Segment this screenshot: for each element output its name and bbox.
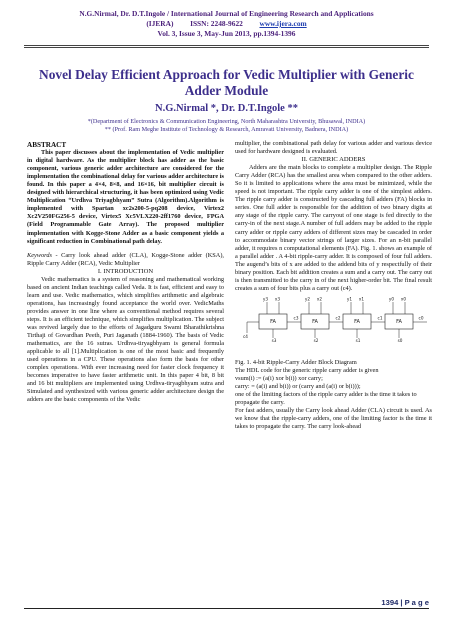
affiliation-1: *(Department of Electronics & Communication Engineering, North Maharashtra University, Bhusawal, INDIA): [87, 118, 366, 125]
issn: ISSN: 2248-9622: [190, 19, 243, 28]
running-header: [10, 9, 443, 39]
sum-label-s3: s3: [271, 337, 277, 343]
carry-label-c3: c3: [293, 315, 299, 321]
keywords-text: - Carry look ahead adder (CLA), Kogge-Stone adder (KSA), Ripple Carry Adder (RCA), Vedic Multiplier: [27, 251, 224, 267]
carry-label-c2: c2: [335, 315, 341, 321]
input-label-x1: x1: [358, 296, 365, 302]
journal-link[interactable]: www.ijera.com: [259, 19, 307, 28]
input-label-x0: x0: [400, 296, 407, 302]
input-label-y3: y3: [262, 296, 269, 302]
hdl-line-4: one of the limiting factors of the ripple carry adder is the time it takes to propagate the carry.: [235, 391, 417, 407]
header-rule-bottom: [24, 47, 429, 48]
input-label-x2: x2: [316, 296, 323, 302]
figure-ripple-carry-adder: [235, 295, 432, 405]
section-heading-introduction: I. INTRODUCTION: [97, 267, 154, 275]
abstract-heading: ABSTRACT: [27, 141, 67, 149]
right-column: [235, 140, 432, 431]
generic-adders-text: Adders are the main blocks to complete a multiplier design. The Ripple Carry Adder (RCA) has the smallest area when compared to the other adders. So it is limited to applications where the area must be minimized, while the speed is not important. The ripple carry adder is one of the simplest adders. The ripple carry adder is constructed by cascading full adders (FA) blocks in series. One full adder is responsible for the addition of two binary digits at any stage of the ripple carry. The carryout of one stage is fed directly to the carry-in of the next stage.A number of full adders may be added to the ripple carry adder or ripple carry adders of different sizes may be cascaded in order to accommodate binary vector strings of larger sizes. For an n-bit parallel adder, it requires n computational elements (FA). Fig. 1. shows an example of a parallel adder . A 4-bit ripple-carry adder. It is composed of four full adders. The augend’s bits of x are added to the addend bits of y respectfully of their binary position. Each bit addition creates a sum and a carry out. The carry out is then transmitted to the carry in of the next higher-order bit. The final result creates a sum of four bits plus a carry out (c4).: [235, 164, 432, 292]
carry-in-label: c0: [418, 315, 424, 321]
sum-label-s0: s0: [397, 337, 403, 343]
input-label-y2: y2: [304, 296, 311, 302]
abstract-text: This paper discusses about the implementation of Vedic multiplier in digital hardware. As the multiplier block has adder as the basic component, various generic adder architecture are considered for the implementation the combinational delay for various adder architecture is found. In this paper a 4×4, 8×8, and 16×16, bit multiplier circuit is designed with hierarchical structuring, it has been optimized using Vedic Multiplication “Urdhva Triyagbhyam” Sutra (Algorithm).Algorithm is implemented with Spartan xc2s200-5-pq208 device, Virtex2 Xc2V250FG256-5 device, Virtex5 Xc5VLX220-2ff1760 device, FPGA (Field Programmable Gate Array). The proposed multiplier implementation with Kogge-Stone Adder as a basic component yields a significant reduction in Combinational path delay.: [27, 149, 224, 245]
footer-rule: [24, 608, 429, 609]
hdl-line-1: The HDL code for the generic ripple carry adder is given: [235, 366, 379, 374]
hdl-line-3: carry: = (a(i) and b(i)) or (carry and (a(i) or b(i)));: [235, 383, 361, 391]
fa-label-0: FA: [270, 318, 276, 325]
input-label-y0: y0: [388, 296, 395, 302]
sum-label-s2: s2: [313, 337, 319, 343]
fa-label-1: FA: [312, 318, 318, 325]
header-line-1: N.G.Nirmal, Dr. D.T.Ingole / International Journal of Engineering Research and Applications: [79, 9, 374, 18]
section-heading-generic-adders: II. GENERIC ADDERS: [301, 156, 366, 164]
header-rule-top: [24, 45, 429, 46]
fa-label-3: FA: [396, 318, 402, 325]
paper-authors: N.G.Nirmal *, Dr. D.T.Ingole **: [155, 103, 298, 114]
header-line-2: [10, 19, 443, 29]
paper-title: Novel Delay Efficient Approach for Vedic Multiplier with Generic Adder Module: [39, 67, 414, 98]
introduction-text: Vedic mathematics is a system of reasoning and mathematical working based on ancient Indian teachings called Veda. It is fast, efficient and easy to learn and use. Vedic mathematics, which simplifies arithmetic and algebraic operations, has increasingly found acceptance the world over. VedicMaths provides answer in one line where as conventional method requires several steps. It is an efficient technique, which simplifies multiplication. The subject was revived largely due to the efforts of Jagadguru Swami Bharathikrishna Tirthaji of Govardhan Peeth, Puri Jaganath (1884-1960). The basis of Vedic mathematics, are the 16 sutras. Urdhva-tiryagbhyam is general formula applicable to all [1].Multiplication is one of the most basic and frequently used operations in a CPU. These operations also form the basis for other complex operations. With ever increasing need for faster clock frequency it becomes imperative to have faster arithmetic unit. In this paper 4 bit, 8 bit and 16 bit multipliers are implemented using Urdhva-tiryagbhyam sutra and Simulated and synthesized with various generic adder architecture design the adders are the basic components of the Vedic: [27, 275, 224, 404]
continued-text: multiplier, the combinational path delay for various adder and various device used for hardware designed is evaluated.: [235, 140, 432, 156]
rca-block-diagram: [235, 297, 432, 359]
page-number: 1394 | P a g e: [381, 598, 429, 607]
carry-out-wire: [247, 322, 259, 333]
sum-label-s1: s1: [355, 337, 361, 343]
input-label-y1: y1: [346, 296, 353, 302]
keywords: [27, 252, 224, 268]
journal-abbrev: (IJERA): [146, 19, 174, 28]
fa-label-2: FA: [354, 318, 360, 325]
hdl-line-2: vsum(i) := (a(i) xor b(i)) xor carry;: [235, 374, 323, 382]
hdl-line-5: For fast adders, usually the Carry look ahead Adder (CLA) circuit is used. As we know that the ripple-carry adders, one of the limiting factor is the time it takes to propagate the carry. The carry look-ahead: [235, 407, 432, 431]
header-line-3: Vol. 3, Issue 3, May-Jun 2013, pp.1394-1396: [157, 29, 296, 38]
affiliation-2: ** (Prof. Ram Meghe Institute of Technology & Research, Amravati University, Badnera, INDIA): [104, 126, 349, 134]
left-column: [27, 141, 224, 405]
affiliations: [20, 118, 433, 135]
input-label-x3: x3: [274, 296, 281, 302]
keywords-label: Keywords: [27, 251, 52, 259]
figure-caption: Fig. 1. 4-bit Ripple-Carry Adder Block Diagram: [235, 358, 357, 366]
carry-label-c1: c1: [377, 315, 383, 321]
carry-out-label: c4: [243, 333, 248, 339]
